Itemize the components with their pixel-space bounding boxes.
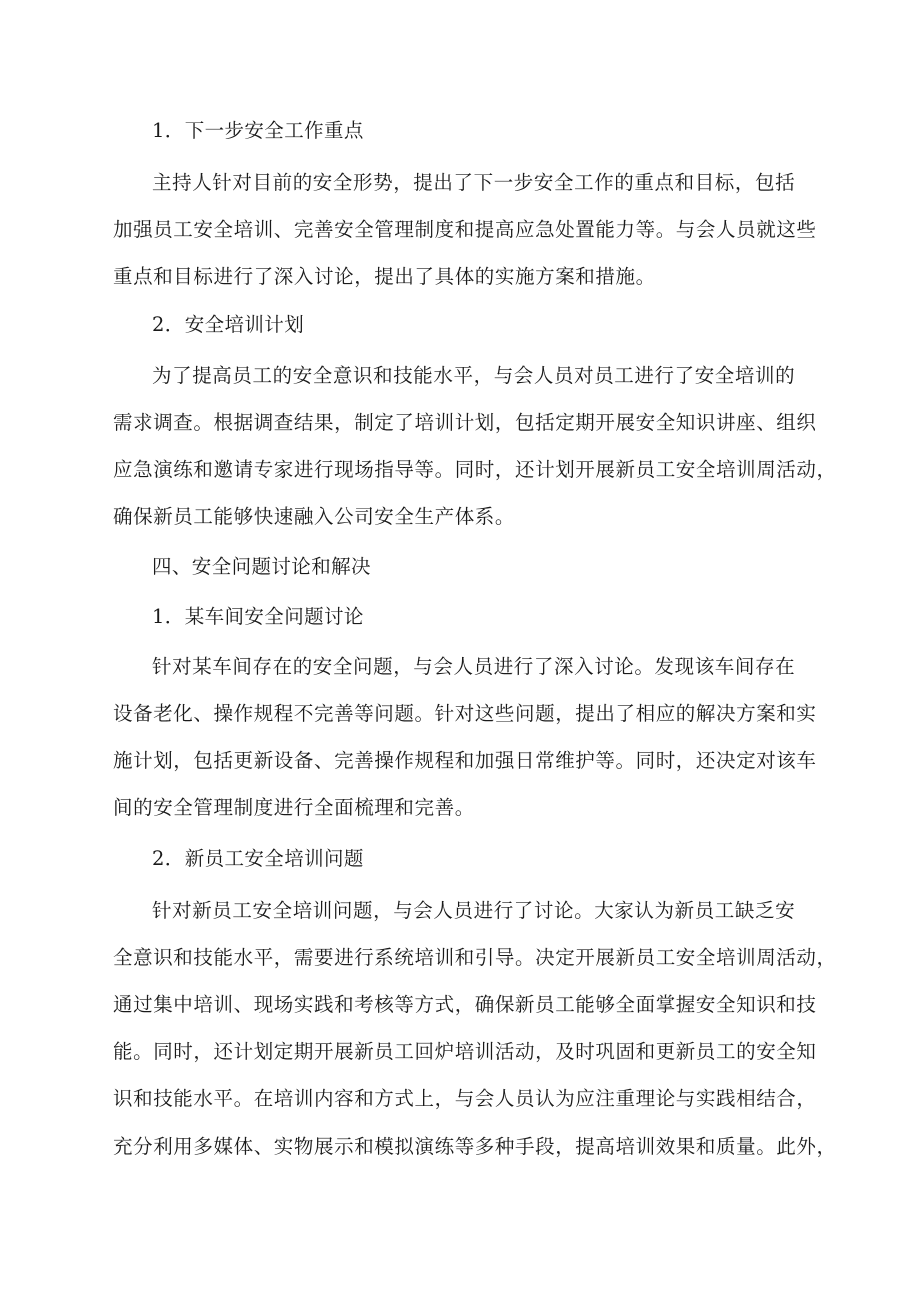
chapter-heading-safety-issues: 四、安全问题讨论和解决 bbox=[152, 555, 371, 578]
paragraph-line: 重点和目标进行了深入讨论，提出了具体的实施方案和措施。 bbox=[113, 265, 656, 288]
paragraph-line: 能。同时，还计划定期开展新员工回炉培训活动，及时巩固和更新员工的安全知 bbox=[113, 1040, 817, 1063]
paragraph-line: 设备老化、操作规程不完善等问题。针对这些问题，提出了相应的解决方案和实 bbox=[113, 702, 817, 725]
paragraph-line: 主持人针对目前的安全形势，提出了下一步安全工作的重点和目标，包括 bbox=[152, 171, 796, 194]
paragraph-line: 需求调查。根据调查结果，制定了培训计划，包括定期开展安全知识讲座、组织 bbox=[113, 411, 817, 434]
paragraph-line: 充分利用多媒体、实物展示和模拟演练等多种手段，提高培训效果和质量。此外， bbox=[113, 1135, 837, 1158]
paragraph-line: 施计划，包括更新设备、完善操作规程和加强日常维护等。同时，还决定对该车 bbox=[113, 749, 817, 772]
paragraph-line: 为了提高员工的安全意识和技能水平，与会人员对员工进行了安全培训的 bbox=[152, 364, 796, 387]
paragraph-line: 加强员工安全培训、完善安全管理制度和提高应急处置能力等。与会人员就这些 bbox=[113, 218, 817, 241]
section-heading-training-plan: 2．安全培训计划 bbox=[152, 313, 305, 336]
paragraph-line: 确保新员工能够快速融入公司安全生产体系。 bbox=[113, 505, 516, 528]
paragraph-line: 间的安全管理制度进行全面梳理和完善。 bbox=[113, 796, 475, 819]
paragraph-line: 应急演练和邀请专家进行现场指导等。同时，还计划开展新员工安全培训周活动， bbox=[113, 458, 837, 481]
paragraph-line: 全意识和技能水平，需要进行系统培训和引导。决定开展新员工安全培训周活动， bbox=[113, 946, 837, 969]
paragraph-line: 针对新员工安全培训问题，与会人员进行了讨论。大家认为新员工缺乏安 bbox=[152, 899, 796, 922]
section-heading-next-step-focus: 1．下一步安全工作重点 bbox=[152, 119, 364, 142]
section-heading-workshop-issue: 1．某车间安全问题讨论 bbox=[152, 605, 364, 628]
paragraph-line: 通过集中培训、现场实践和考核等方式，确保新员工能够全面掌握安全知识和技 bbox=[113, 993, 817, 1016]
section-heading-new-staff-training: 2．新员工安全培训问题 bbox=[152, 847, 364, 870]
paragraph-line: 针对某车间存在的安全问题，与会人员进行了深入讨论。发现该车间存在 bbox=[152, 655, 796, 678]
paragraph-line: 识和技能水平。在培训内容和方式上，与会人员认为应注重理论与实践相结合， bbox=[113, 1087, 817, 1110]
